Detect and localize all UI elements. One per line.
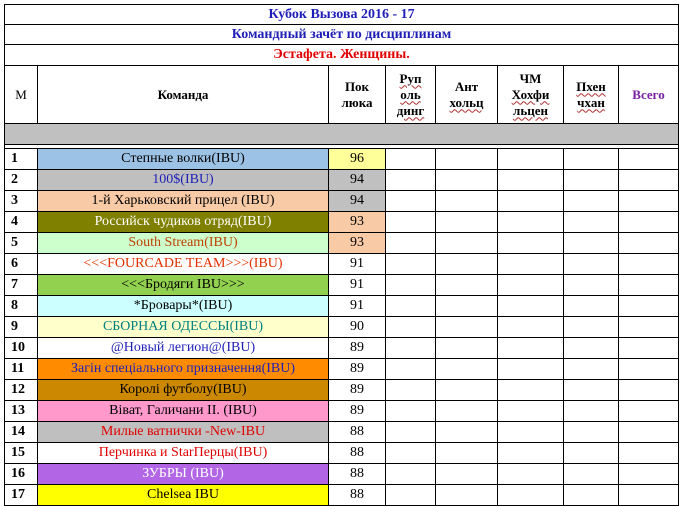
row-empty-cell: [564, 485, 619, 506]
row-empty-cell: [436, 149, 498, 170]
row-empty-cell: [564, 191, 619, 212]
row-empty-cell: [436, 275, 498, 296]
row-empty-cell: [498, 317, 564, 338]
row-empty-cell: [619, 485, 679, 506]
row-empty-cell: [498, 233, 564, 254]
row-empty-cell: [619, 170, 679, 191]
row-empty-cell: [386, 233, 436, 254]
row-empty-cell: [386, 296, 436, 317]
row-team: Chelsea IBU: [38, 485, 329, 506]
col-header-pokljuka-line1: Пок: [344, 78, 370, 94]
row-empty-cell: [498, 275, 564, 296]
row-team: Королі футболу(IBU): [38, 380, 329, 401]
row-empty-cell: [498, 380, 564, 401]
row-empty-cell: [386, 401, 436, 422]
row-empty-cell: [498, 464, 564, 485]
table-row: [5, 233, 679, 254]
col-header-team: Команда: [38, 66, 329, 124]
row-empty-cell: [436, 422, 498, 443]
col-header-pyeongchang: [564, 66, 619, 124]
row-empty-cell: [619, 275, 679, 296]
table-row: [5, 275, 679, 296]
col-header-ruhpolding-line3: динг: [396, 102, 425, 118]
row-score: 88: [329, 443, 386, 464]
row-empty-cell: [436, 401, 498, 422]
row-empty-cell: [386, 317, 436, 338]
table-row: [5, 443, 679, 464]
row-empty-cell: [564, 149, 619, 170]
col-header-hochfilzen: [498, 66, 564, 124]
table-row: [5, 212, 679, 233]
row-empty-cell: [564, 233, 619, 254]
col-header-hochfilzen-line1: ЧМ: [519, 70, 542, 86]
row-score: 93: [329, 212, 386, 233]
row-score: 93: [329, 233, 386, 254]
row-empty-cell: [386, 464, 436, 485]
row-score: 88: [329, 485, 386, 506]
row-empty-cell: [436, 380, 498, 401]
row-empty-cell: [436, 233, 498, 254]
standings-rows: [5, 149, 679, 506]
row-team: @Новый легион@(IBU): [38, 338, 329, 359]
col-header-ruhpolding: [386, 66, 436, 124]
row-rank: 9: [5, 317, 38, 338]
row-rank: 13: [5, 401, 38, 422]
row-rank: 4: [5, 212, 38, 233]
row-empty-cell: [436, 464, 498, 485]
row-empty-cell: [619, 233, 679, 254]
row-empty-cell: [436, 359, 498, 380]
row-empty-cell: [498, 401, 564, 422]
table-row: [5, 170, 679, 191]
row-rank: 3: [5, 191, 38, 212]
table-row: [5, 359, 679, 380]
row-score: 88: [329, 464, 386, 485]
table-row: [5, 338, 679, 359]
row-empty-cell: [436, 485, 498, 506]
separator-band: [5, 124, 679, 145]
table-row: [5, 191, 679, 212]
row-team: СБОРНАЯ ОДЕССЫ(IBU): [38, 317, 329, 338]
row-score: 90: [329, 317, 386, 338]
table-row: [5, 464, 679, 485]
row-empty-cell: [498, 170, 564, 191]
row-team: <<<Бродяги IBU>>>: [38, 275, 329, 296]
row-empty-cell: [436, 296, 498, 317]
row-empty-cell: [564, 401, 619, 422]
row-team: Российск чудиков отряд(IBU): [38, 212, 329, 233]
row-score: 94: [329, 191, 386, 212]
row-empty-cell: [386, 443, 436, 464]
row-empty-cell: [498, 338, 564, 359]
row-score: 91: [329, 254, 386, 275]
row-empty-cell: [619, 422, 679, 443]
col-header-antholz-line2: хольц: [449, 94, 484, 110]
row-score: 89: [329, 338, 386, 359]
row-empty-cell: [498, 359, 564, 380]
row-empty-cell: [619, 191, 679, 212]
row-empty-cell: [386, 485, 436, 506]
row-empty-cell: [386, 191, 436, 212]
table-row: [5, 254, 679, 275]
row-empty-cell: [619, 149, 679, 170]
row-empty-cell: [436, 317, 498, 338]
row-empty-cell: [564, 254, 619, 275]
row-empty-cell: [619, 317, 679, 338]
row-score: 88: [329, 422, 386, 443]
row-team: Загін спеціального призначення(IBU): [38, 359, 329, 380]
row-empty-cell: [498, 296, 564, 317]
table-row: [5, 485, 679, 506]
row-rank: 8: [5, 296, 38, 317]
row-empty-cell: [564, 212, 619, 233]
row-empty-cell: [619, 296, 679, 317]
row-empty-cell: [564, 317, 619, 338]
row-rank: 7: [5, 275, 38, 296]
row-empty-cell: [436, 191, 498, 212]
row-empty-cell: [619, 380, 679, 401]
event-title: Эстафета. Женщины.: [5, 45, 679, 66]
row-rank: 2: [5, 170, 38, 191]
row-empty-cell: [436, 443, 498, 464]
row-rank: 12: [5, 380, 38, 401]
row-rank: 14: [5, 422, 38, 443]
row-empty-cell: [436, 254, 498, 275]
col-header-ruhpolding-line2: оль: [400, 86, 421, 102]
col-header-hochfilzen-line3: льцен: [513, 102, 548, 118]
row-empty-cell: [619, 254, 679, 275]
row-empty-cell: [619, 464, 679, 485]
col-header-pyeongchang-line1: Пхен: [576, 78, 606, 94]
row-score: 91: [329, 275, 386, 296]
col-header-hochfilzen-line2: Хохфи: [511, 86, 550, 102]
col-header-pokljuka-line2: люка: [341, 94, 373, 110]
row-empty-cell: [386, 359, 436, 380]
row-empty-cell: [386, 212, 436, 233]
row-empty-cell: [386, 338, 436, 359]
row-empty-cell: [564, 443, 619, 464]
col-header-antholz: [436, 66, 498, 124]
row-rank: 10: [5, 338, 38, 359]
standings-sheet: [4, 4, 679, 506]
table-row: [5, 401, 679, 422]
row-empty-cell: [498, 485, 564, 506]
row-empty-cell: [498, 443, 564, 464]
row-empty-cell: [564, 170, 619, 191]
row-team: South Stream(IBU): [38, 233, 329, 254]
row-empty-cell: [619, 212, 679, 233]
row-empty-cell: [498, 422, 564, 443]
row-rank: 16: [5, 464, 38, 485]
row-empty-cell: [436, 338, 498, 359]
row-empty-cell: [386, 380, 436, 401]
row-score: 94: [329, 170, 386, 191]
row-empty-cell: [564, 275, 619, 296]
row-rank: 17: [5, 485, 38, 506]
row-score: 89: [329, 380, 386, 401]
row-empty-cell: [619, 401, 679, 422]
row-team: ЗУБРЫ (IBU): [38, 464, 329, 485]
row-empty-cell: [386, 170, 436, 191]
col-header-m: М: [5, 66, 38, 124]
col-header-pokljuka: [329, 66, 386, 124]
col-header-total: Всего: [619, 66, 679, 124]
row-score: 91: [329, 296, 386, 317]
row-empty-cell: [564, 464, 619, 485]
row-score: 96: [329, 149, 386, 170]
row-empty-cell: [436, 170, 498, 191]
row-empty-cell: [498, 191, 564, 212]
col-header-pyeongchang-line2: чхан: [577, 94, 605, 110]
row-empty-cell: [386, 149, 436, 170]
row-rank: 11: [5, 359, 38, 380]
row-team: <<<FOURCADE TEAM>>>(IBU): [38, 254, 329, 275]
col-header-ruhpolding-line1: Руп: [399, 70, 422, 86]
table-row: [5, 317, 679, 338]
row-empty-cell: [386, 275, 436, 296]
row-empty-cell: [436, 212, 498, 233]
sheet-subtitle: Командный зачёт по дисциплинам: [5, 25, 679, 45]
row-empty-cell: [619, 338, 679, 359]
row-rank: 15: [5, 443, 38, 464]
row-score: 89: [329, 359, 386, 380]
row-rank: 5: [5, 233, 38, 254]
row-team: Перчинка и StarПерцы(IBU): [38, 443, 329, 464]
row-empty-cell: [564, 359, 619, 380]
row-team: Степные волки(IBU): [38, 149, 329, 170]
row-team: Милые ватнички -New-IBU: [38, 422, 329, 443]
sheet-title: Кубок Вызова 2016 - 17: [5, 5, 679, 25]
row-empty-cell: [498, 254, 564, 275]
table-row: [5, 149, 679, 170]
row-empty-cell: [564, 338, 619, 359]
row-empty-cell: [564, 296, 619, 317]
row-empty-cell: [564, 380, 619, 401]
row-rank: 6: [5, 254, 38, 275]
row-empty-cell: [498, 149, 564, 170]
row-empty-cell: [386, 254, 436, 275]
row-empty-cell: [619, 443, 679, 464]
row-team: Віват, Галичани ІІ. (IBU): [38, 401, 329, 422]
table-row: [5, 380, 679, 401]
row-score: 89: [329, 401, 386, 422]
row-team: *Бровары*(IBU): [38, 296, 329, 317]
table-row: [5, 422, 679, 443]
row-team: 100$(IBU): [38, 170, 329, 191]
row-empty-cell: [498, 212, 564, 233]
row-rank: 1: [5, 149, 38, 170]
row-empty-cell: [564, 422, 619, 443]
row-empty-cell: [386, 422, 436, 443]
row-empty-cell: [619, 359, 679, 380]
table-row: [5, 296, 679, 317]
col-header-antholz-line1: Ант: [454, 78, 479, 94]
row-team: 1-й Харьковский прицел (IBU): [38, 191, 329, 212]
